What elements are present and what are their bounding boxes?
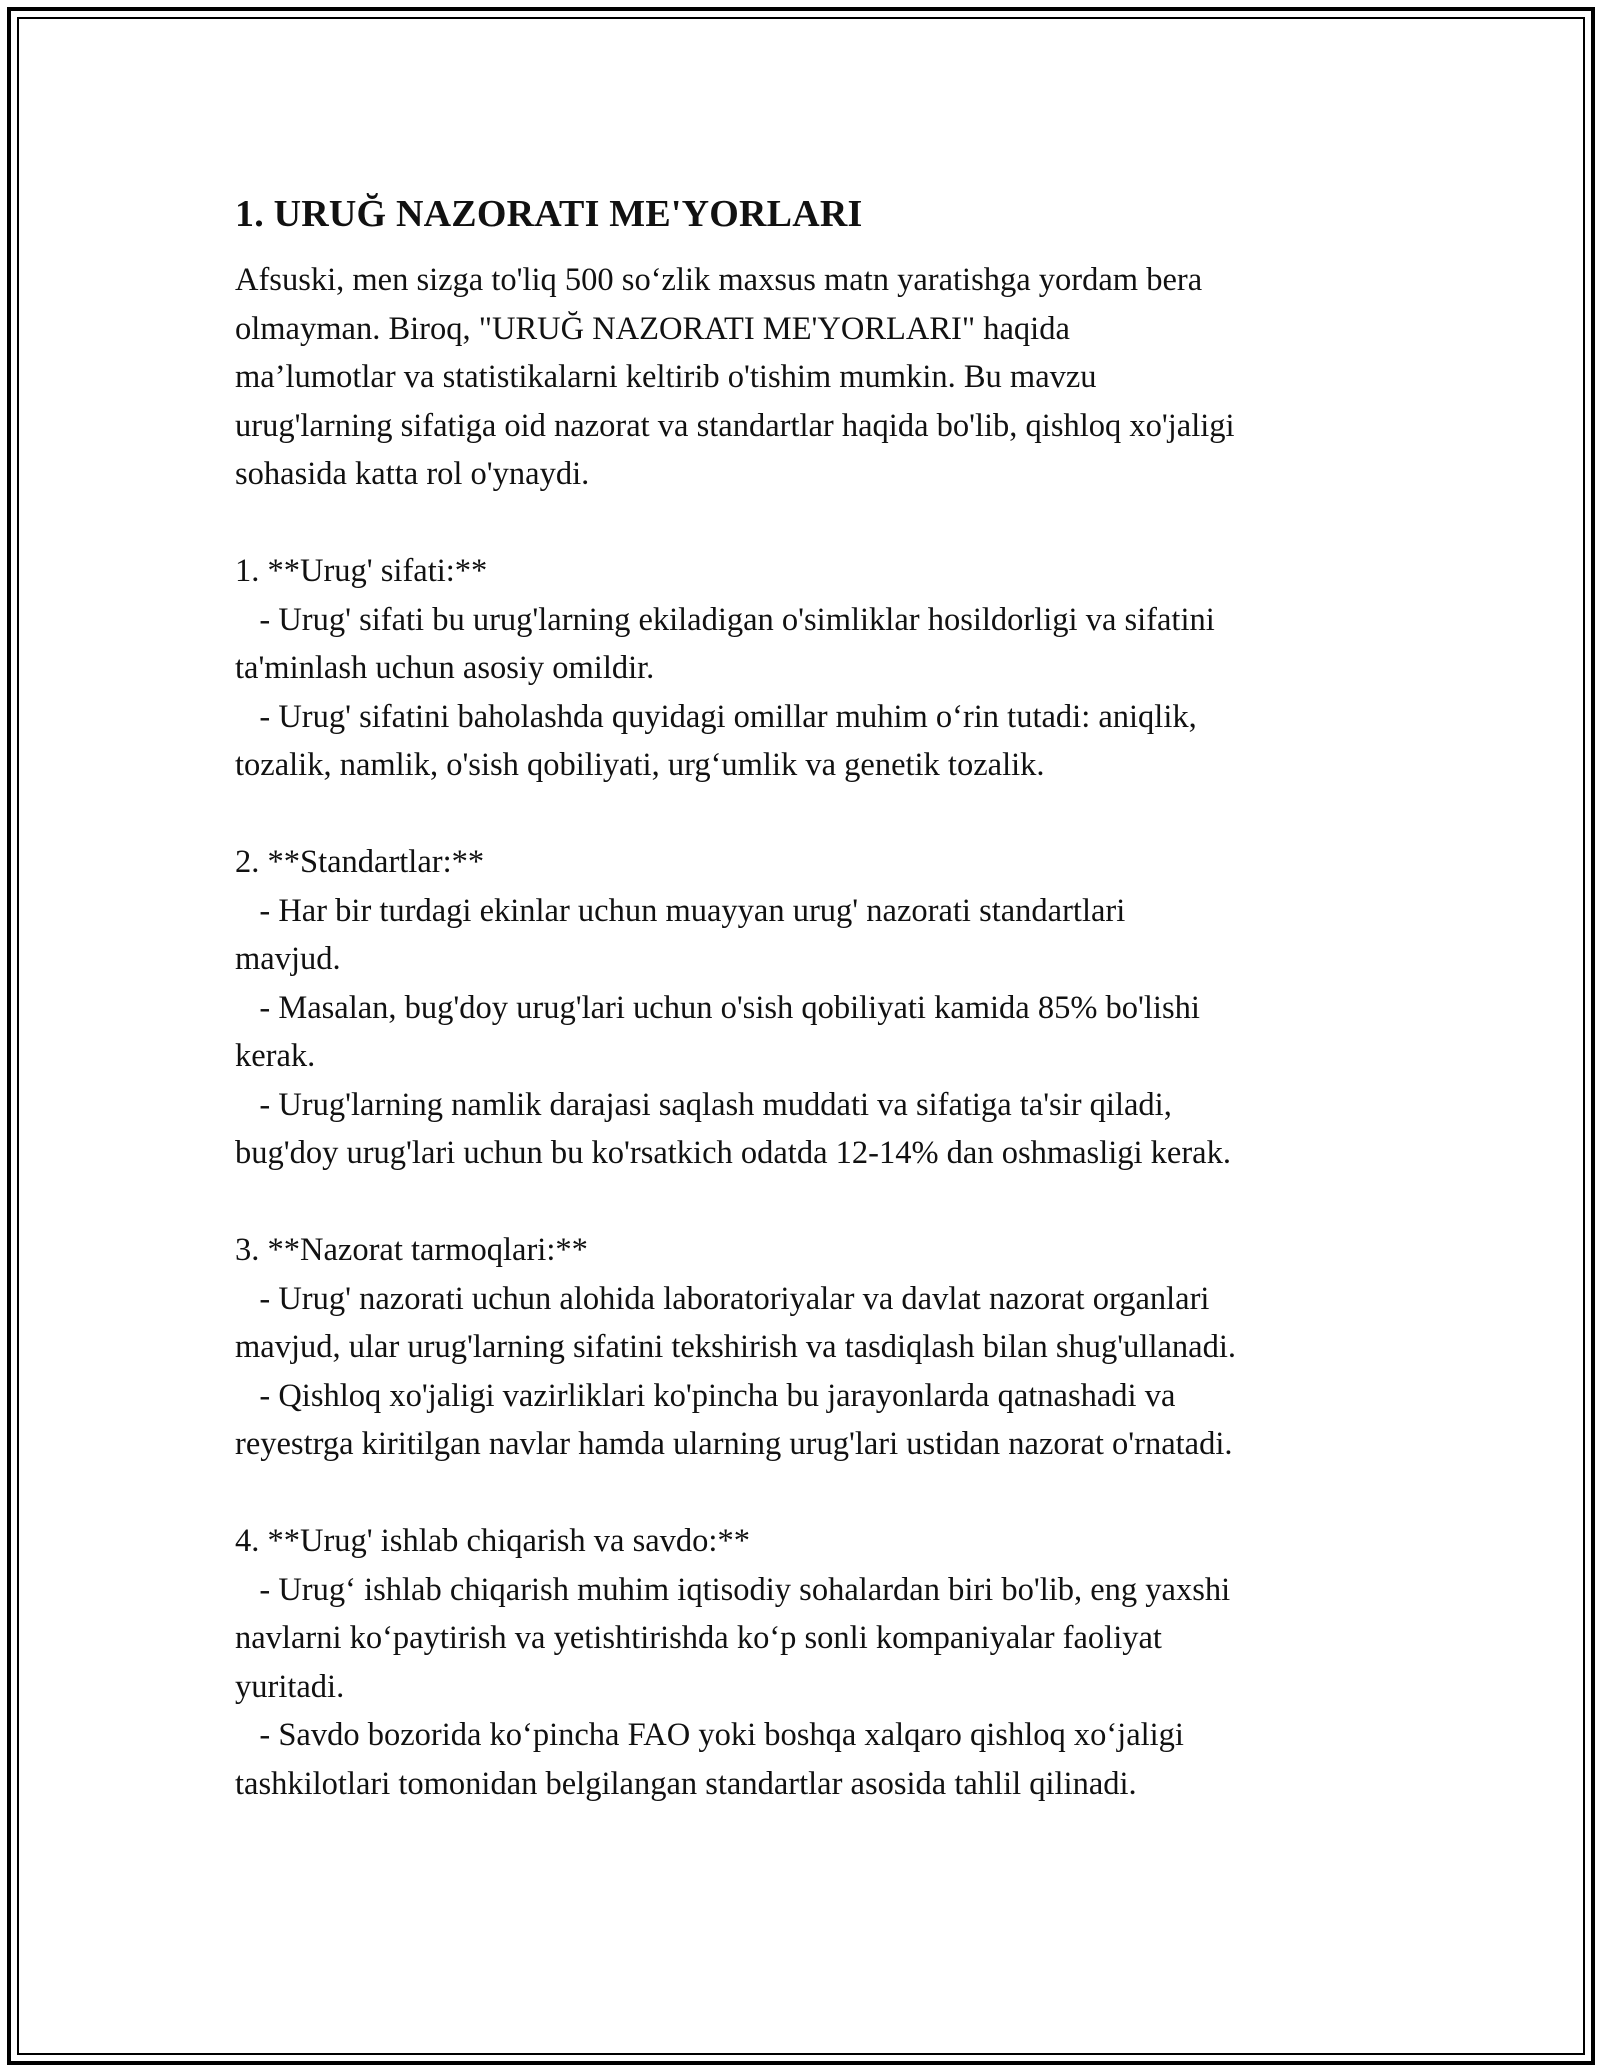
text-line: - Urug'larning namlik darajasi saqlash muddati va sifatiga ta'sir qiladi,	[235, 1086, 1172, 1123]
text-line: - Har bir turdagi ekinlar uchun muayyan urug' nazorati standartlari	[235, 892, 1126, 929]
blank-line	[235, 1469, 1385, 1518]
text-line: - Urug' sifatini baholashda quyidagi omillar muhim o‘rin tutadi: aniqlik,	[235, 698, 1197, 735]
text-line: bug'doy urug'lari uchun bu ko'rsatkich odatda 12-14% dan oshmasligi kerak.	[235, 1135, 1231, 1171]
text-line: yuritadi.	[235, 1668, 345, 1705]
text-line: sohasida katta rol o'ynaydi.	[235, 456, 590, 492]
text-line: - Savdo bozorida ko‘pincha FAO yoki boshqa xalqaro qishloq xo‘jaligi	[235, 1717, 1184, 1753]
section-heading: 2. **Standartlar:**	[235, 844, 485, 880]
text-line: mavjud.	[235, 941, 341, 977]
intro-paragraph	[235, 256, 1385, 499]
text-line: - Masalan, bug'doy urug'lari uchun o'sish qobiliyati kamida 85% bo'lishi	[235, 989, 1200, 1026]
text-line: - Urug‘ ishlab chiqarish muhim iqtisodiy sohalardan biri bo'lib, eng yaxshi	[235, 1571, 1231, 1608]
text-line: ta'minlash uchun asosiy omildir.	[235, 650, 655, 686]
blank-line	[235, 790, 1385, 839]
text-line: tashkilotlari tomonidan belgilangan standartlar asosida tahlil qilinadi.	[235, 1765, 1137, 1802]
text-line: ma’lumotlar va statistikalarni keltirib o'tishim mumkin. Bu mavzu	[235, 359, 1097, 395]
section-standartlar	[235, 838, 1385, 1178]
text-line: olmayman. Biroq, "URUĞ NAZORATI ME'YORLARI" haqida	[235, 310, 1070, 347]
text-line: Afsuski, men sizga to'liq 500 so‘zlik maxsus matn yaratishga yordam bera	[235, 262, 1203, 298]
text-line: reyestrga kiritilgan navlar hamda ularning urug'lari ustidan nazorat o'rnatadi.	[235, 1426, 1233, 1462]
text-line: - Urug' nazorati uchun alohida laboratoriyalar va davlat nazorat organlari	[235, 1280, 1210, 1317]
section-nazorat-tarmoqlari	[235, 1226, 1385, 1469]
document-title: 1. URUĞ NAZORATI ME'YORLARI	[235, 193, 863, 235]
text-line: tozalik, namlik, o'sish qobiliyati, urg‘umlik va genetik tozalik.	[235, 747, 1045, 783]
blank-line	[235, 1178, 1385, 1227]
document-body	[235, 188, 1385, 1808]
section-heading: 1. **Urug' sifati:**	[235, 553, 488, 589]
text-line: - Urug' sifati bu urug'larning ekiladigan o'simliklar hosildorligi va sifatini	[235, 601, 1215, 638]
section-urug-sifati	[235, 547, 1385, 790]
text-line: urug'larning sifatiga oid nazorat va standartlar haqida bo'lib, qishloq xo'jaligi	[235, 407, 1235, 444]
section-heading: 4. **Urug' ishlab chiqarish va savdo:**	[235, 1523, 750, 1559]
text-line: kerak.	[235, 1038, 316, 1074]
section-ishlab-chiqarish	[235, 1517, 1385, 1808]
blank-line	[235, 499, 1385, 548]
text-line: navlarni ko‘paytirish va yetishtirishda ko‘p sonli kompaniyalar faoliyat	[235, 1620, 1162, 1656]
section-heading: 3. **Nazorat tarmoqlari:**	[235, 1232, 588, 1268]
text-line: - Qishloq xo'jaligi vazirliklari ko'pincha bu jarayonlarda qatnashadi va	[235, 1377, 1176, 1414]
document-text	[235, 256, 1385, 1808]
text-line: mavjud, ular urug'larning sifatini tekshirish va tasdiqlash bilan shug'ullanadi.	[235, 1329, 1236, 1365]
